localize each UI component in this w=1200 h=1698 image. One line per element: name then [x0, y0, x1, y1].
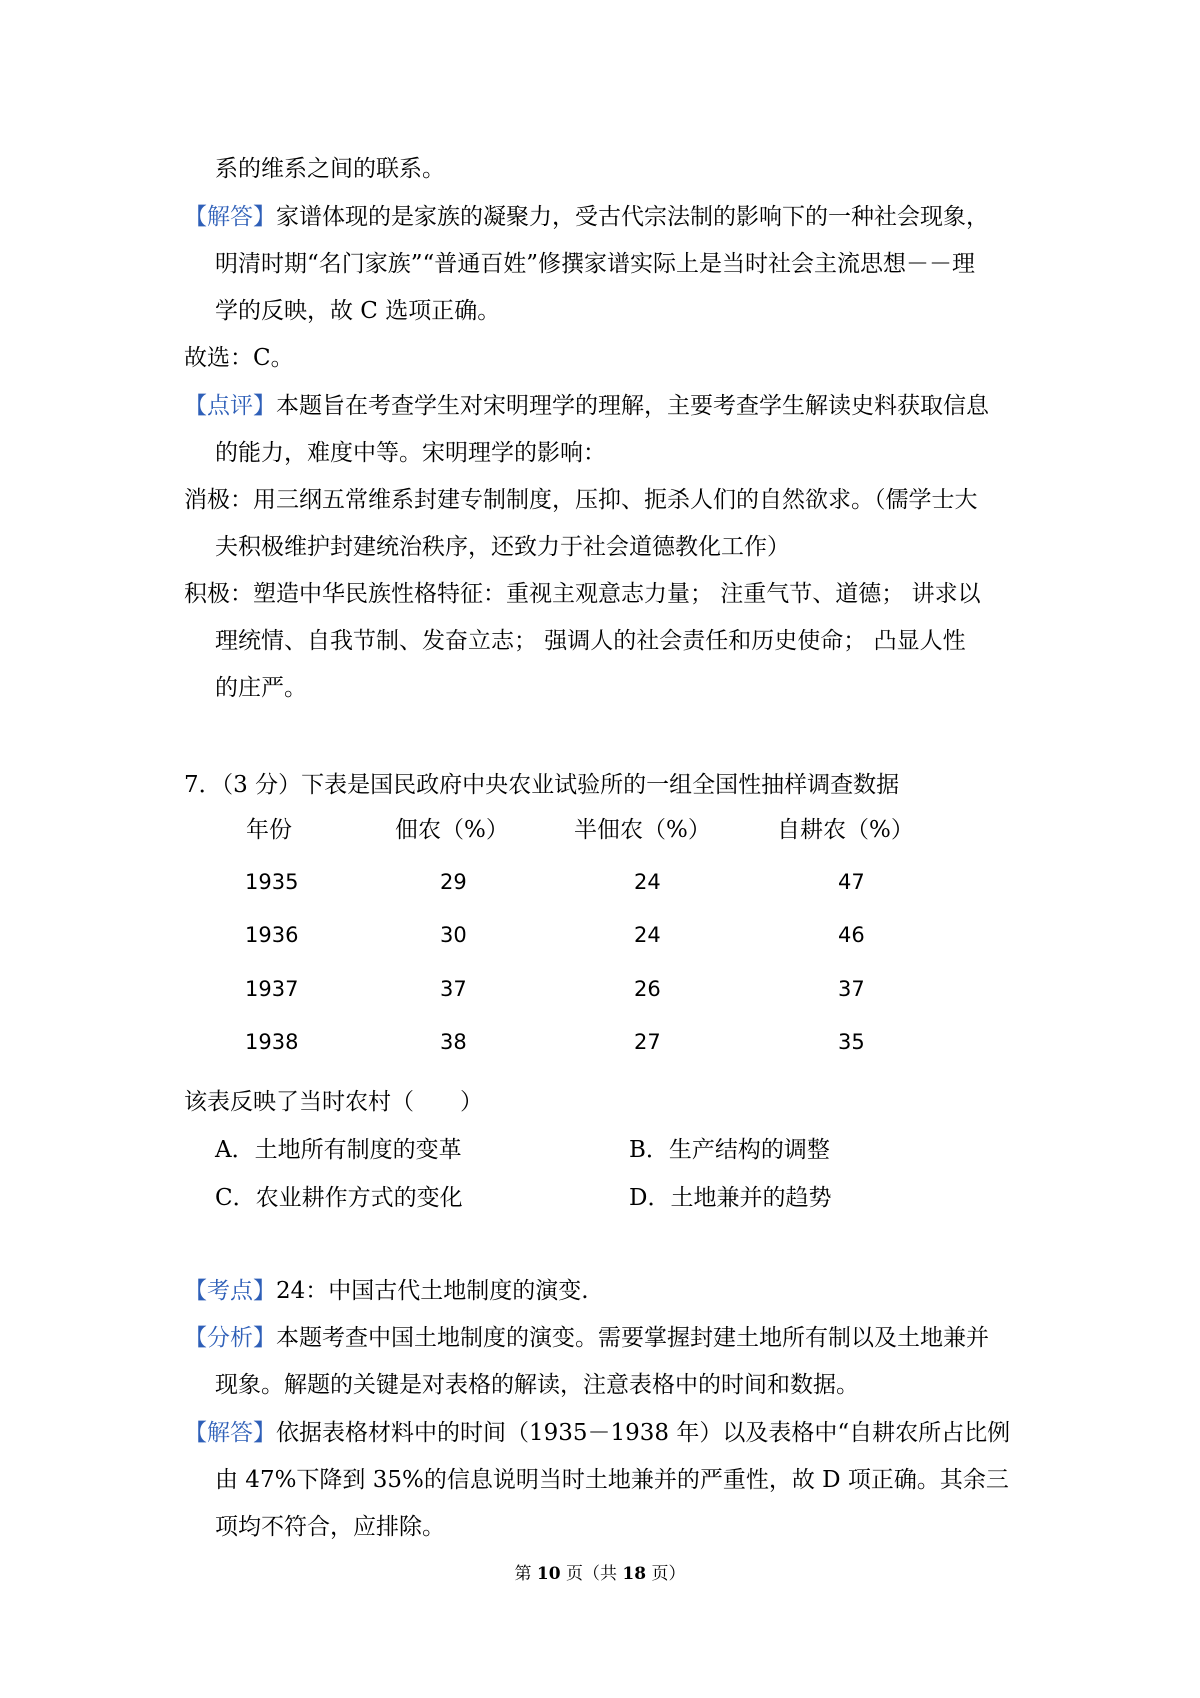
- footer-prefix: 第: [514, 1564, 537, 1584]
- table-cell: 29: [440, 870, 467, 894]
- answer-tag: 【解答】: [184, 1420, 276, 1446]
- comment-tag: 【点评】: [184, 393, 276, 419]
- comment-line: [184, 390, 989, 422]
- answer-line: [184, 201, 989, 233]
- table-header: 半佃农（%）: [574, 817, 711, 843]
- answer-line: [184, 1417, 1010, 1449]
- table-cell: 35: [838, 1030, 865, 1054]
- table-cell: 1936: [245, 923, 299, 947]
- analysis-line: 现象。解题的关键是对表格的解读，注意表格中的时间和数据。: [215, 1372, 859, 1398]
- question-text: 该表反映了当时农村（ ）: [184, 1089, 483, 1115]
- table-header: 佃农（%）: [395, 817, 509, 843]
- answer-text: 依据表格材料中的时间（1935－1938 年）以及表格中“自耕农所占比例: [276, 1420, 1011, 1446]
- table-cell: 37: [440, 977, 467, 1001]
- table-header: 自耕农（%）: [777, 817, 914, 843]
- answer-line: 项均不符合，应排除。: [215, 1514, 445, 1540]
- table-cell: 24: [634, 923, 661, 947]
- paragraph-line: 系的维系之间的联系。: [215, 156, 445, 182]
- option-c: C．农业耕作方式的变化: [215, 1185, 463, 1211]
- knowledge-point-tag: 【考点】: [184, 1278, 276, 1304]
- option-b: B．生产结构的调整: [629, 1137, 830, 1163]
- current-page-number: 10: [536, 1564, 561, 1584]
- table-cell: 1937: [245, 977, 299, 1001]
- table-cell: 27: [634, 1030, 661, 1054]
- analysis-tag: 【分析】: [184, 1325, 276, 1351]
- table-cell: 1938: [245, 1030, 299, 1054]
- comment-line: 的能力，难度中等。宋明理学的影响：: [215, 440, 606, 466]
- total-page-number: 18: [622, 1564, 647, 1584]
- answer-line: 由 47%下降到 35%的信息说明当时土地兼并的严重性，故 D 项正确。其余三: [215, 1467, 1009, 1493]
- table-cell: 26: [634, 977, 661, 1001]
- negative-line: 消极：用三纲五常维系封建专制制度，压抑、扼杀人们的自然欲求。（儒学士大: [184, 487, 978, 513]
- answer-line: 明清时期“名门家族”“普通百姓”修撰家谱实际上是当时社会主流思想－－理: [215, 251, 976, 277]
- table-cell: 38: [440, 1030, 467, 1054]
- knowledge-point-text: 24：中国古代土地制度的演变.: [276, 1278, 589, 1304]
- negative-line: 夫积极维护封建统治秩序，还致力于社会道德教化工作）: [215, 534, 790, 560]
- analysis-line: [184, 1322, 989, 1354]
- table-cell: 46: [838, 923, 865, 947]
- positive-line: 的庄严。: [215, 675, 307, 701]
- table-cell: 30: [440, 923, 467, 947]
- footer-suffix: 页）: [646, 1564, 686, 1584]
- answer-tag: 【解答】: [184, 204, 276, 230]
- table-cell: 1935: [245, 870, 299, 894]
- choice-result: 故选：C。: [184, 345, 294, 371]
- footer-middle: 页（共: [560, 1564, 623, 1584]
- option-d: D．土地兼并的趋势: [629, 1185, 832, 1211]
- question-stem: 7．（3 分）下表是国民政府中央农业试验所的一组全国性抽样调查数据: [184, 772, 900, 798]
- table-cell: 37: [838, 977, 865, 1001]
- positive-line: 积极：塑造中华民族性格特征：重视主观意志力量； 注重气节、道德； 讲求以: [184, 581, 981, 607]
- page-footer: [0, 1562, 1200, 1586]
- table-header: 年份: [246, 817, 292, 843]
- knowledge-point-line: [184, 1275, 589, 1307]
- positive-line: 理统情、自我节制、发奋立志； 强调人的社会责任和历史使命； 凸显人性: [215, 628, 966, 654]
- table-cell: 24: [634, 870, 661, 894]
- table-cell: 47: [838, 870, 865, 894]
- answer-text: 家谱体现的是家族的凝聚力，受古代宗法制的影响下的一种社会现象，: [276, 204, 989, 230]
- analysis-text: 本题考查中国土地制度的演变。需要掌握封建土地所有制以及土地兼并: [276, 1325, 989, 1351]
- comment-text: 本题旨在考查学生对宋明理学的理解，主要考查学生解读史料获取信息: [276, 393, 989, 419]
- answer-line: 学的反映，故 C 选项正确。: [215, 298, 501, 324]
- option-a: A．土地所有制度的变革: [215, 1137, 462, 1163]
